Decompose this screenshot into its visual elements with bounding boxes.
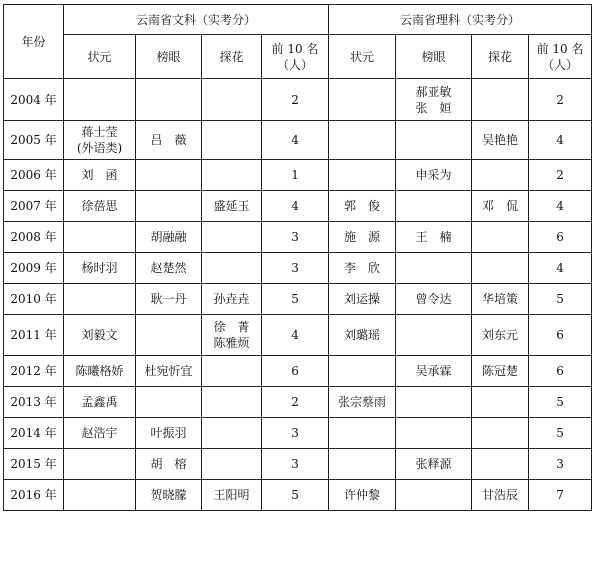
wen-zhuangyuan-header: 状元 (64, 35, 136, 79)
wen-zhuangyuan-cell (64, 356, 136, 387)
wen-bangyan-cell (136, 356, 202, 387)
li-top10-count-cell: 5 (529, 387, 592, 418)
wen-zhuangyuan-cell (64, 480, 136, 511)
header-row-columns (4, 35, 592, 79)
table-row (4, 418, 592, 449)
wen-top10-count-cell: 5 (262, 284, 329, 315)
li-tanhua-header: 探花 (472, 35, 529, 79)
li-tanhua-cell (472, 160, 529, 191)
li-bangyan-name: 张 姮 (415, 100, 452, 115)
wen-tanhua-name: 盛延玉 (213, 199, 250, 213)
li-zhuangyuan-name: 刘运操 (344, 292, 381, 306)
wen-bangyan-cell (136, 418, 202, 449)
li-top10-count-cell: 5 (529, 284, 592, 315)
wen-tanhua-cell (202, 356, 262, 387)
li-group-header: 云南省理科（实考分） (329, 5, 592, 35)
year-cell: 2014 年 (4, 418, 64, 449)
li-bangyan-name: 申采为 (415, 168, 452, 182)
li-tanhua-name: 刘东元 (482, 328, 519, 342)
li-top10-line1: 前 10 名 (536, 41, 584, 56)
li-zhuangyuan-name: 李 欣 (344, 261, 381, 275)
wen-top10-line1: 前 10 名 (271, 41, 319, 56)
wen-tanhua-cell (202, 121, 262, 160)
wen-zhuangyuan-name: 刘毅文 (81, 328, 118, 342)
li-bangyan-cell (396, 387, 472, 418)
li-tanhua-name: 吴艳艳 (482, 133, 519, 147)
year-cell: 2010 年 (4, 284, 64, 315)
wen-bangyan-cell (136, 79, 202, 121)
li-bangyan-cell (396, 315, 472, 356)
wen-zhuangyuan-name: 刘 函 (81, 168, 118, 182)
li-bangyan-cell (396, 222, 472, 253)
table-row (4, 480, 592, 511)
wen-zhuangyuan-cell (64, 418, 136, 449)
wen-zhuangyuan-name: 陈曦格娇 (75, 364, 124, 378)
wen-bangyan-cell (136, 222, 202, 253)
li-bangyan-name: 吴承霖 (415, 364, 452, 378)
wen-top10-count-cell: 3 (262, 449, 329, 480)
li-top10-count-cell: 2 (529, 79, 592, 121)
table-body (4, 5, 592, 511)
li-bangyan-cell (396, 480, 472, 511)
wen-bangyan-name: 贺晓朦 (150, 488, 187, 502)
wen-zhuangyuan-cell (64, 191, 136, 222)
wen-zhuangyuan-name: (外语类) (76, 141, 123, 155)
year-cell: 2006 年 (4, 160, 64, 191)
wen-bangyan-cell (136, 387, 202, 418)
wen-tanhua-name: 王阳明 (213, 488, 250, 502)
li-zhuangyuan-name: 郭 俊 (344, 199, 381, 213)
li-bangyan-cell (396, 253, 472, 284)
table-row (4, 121, 592, 160)
wen-zhuangyuan-cell (64, 449, 136, 480)
li-tanhua-cell (472, 121, 529, 160)
wen-zhuangyuan-cell (64, 387, 136, 418)
li-tanhua-cell (472, 222, 529, 253)
li-zhuangyuan-name: 张宗蔡雨 (338, 395, 387, 409)
li-top10-count-cell: 3 (529, 449, 592, 480)
wen-top10-count-cell: 1 (262, 160, 329, 191)
table-row (4, 449, 592, 480)
li-top10-count-cell: 4 (529, 121, 592, 160)
year-cell: 2008 年 (4, 222, 64, 253)
wen-bangyan-name: 吕 薇 (150, 133, 187, 147)
year-cell: 2016 年 (4, 480, 64, 511)
wen-bangyan-cell (136, 284, 202, 315)
wen-tanhua-name: 徐 菁 (213, 320, 250, 334)
li-tanhua-cell (472, 418, 529, 449)
wen-tanhua-cell (202, 160, 262, 191)
wen-bangyan-header: 榜眼 (136, 35, 202, 79)
li-bangyan-cell (396, 284, 472, 315)
li-zhuangyuan-cell (329, 253, 396, 284)
li-tanhua-cell (472, 191, 529, 222)
table-row (4, 253, 592, 284)
rankings-table (3, 4, 592, 511)
li-top10-count-cell: 5 (529, 418, 592, 449)
li-zhuangyuan-cell (329, 418, 396, 449)
li-top10-count-cell: 6 (529, 222, 592, 253)
wen-bangyan-name: 赵楚然 (150, 261, 187, 275)
year-cell: 2011 年 (4, 315, 64, 356)
wen-top10-line2: （人） (277, 57, 314, 72)
wen-zhuangyuan-name: 杨时羽 (81, 261, 118, 275)
li-bangyan-name: 郝亚敏 (415, 84, 452, 99)
wen-bangyan-name: 胡 榕 (150, 457, 187, 471)
wen-bangyan-cell (136, 315, 202, 356)
li-zhuangyuan-cell (329, 387, 396, 418)
table-row (4, 387, 592, 418)
wen-zhuangyuan-cell (64, 121, 136, 160)
wen-tanhua-cell (202, 284, 262, 315)
li-tanhua-cell (472, 480, 529, 511)
wen-zhuangyuan-name: 蒋士莹 (81, 125, 118, 139)
wen-bangyan-cell (136, 160, 202, 191)
li-bangyan-name: 曾令达 (415, 292, 452, 306)
wen-bangyan-cell (136, 449, 202, 480)
wen-top10-count-cell: 3 (262, 222, 329, 253)
li-bangyan-cell (396, 418, 472, 449)
li-bangyan-name: 张释源 (415, 457, 452, 471)
li-tanhua-name: 陈冠楚 (482, 364, 519, 378)
wen-top10-header (262, 35, 329, 79)
wen-tanhua-name: 孙垚垚 (213, 292, 250, 306)
li-top10-count-cell: 4 (529, 253, 592, 284)
li-tanhua-name: 华培策 (482, 292, 519, 306)
wen-top10-count-cell: 3 (262, 253, 329, 284)
li-bangyan-cell (396, 449, 472, 480)
year-cell: 2004 年 (4, 79, 64, 121)
wen-tanhua-cell (202, 480, 262, 511)
li-zhuangyuan-cell (329, 160, 396, 191)
wen-zhuangyuan-cell (64, 222, 136, 253)
wen-tanhua-cell (202, 222, 262, 253)
li-top10-count-cell: 6 (529, 315, 592, 356)
wen-top10-count-cell: 6 (262, 356, 329, 387)
li-top10-header (529, 35, 592, 79)
wen-zhuangyuan-cell (64, 160, 136, 191)
wen-tanhua-cell (202, 387, 262, 418)
year-header: 年份 (4, 5, 64, 79)
wen-top10-count-cell: 3 (262, 418, 329, 449)
li-bangyan-cell (396, 356, 472, 387)
wen-zhuangyuan-name: 孟鑫禹 (81, 395, 118, 409)
table-row (4, 315, 592, 356)
li-bangyan-cell (396, 79, 472, 121)
li-tanhua-cell (472, 315, 529, 356)
wen-top10-count-cell: 2 (262, 387, 329, 418)
wen-top10-count-cell: 2 (262, 79, 329, 121)
wen-tanhua-header: 探花 (202, 35, 262, 79)
li-tanhua-name: 甘浩辰 (482, 488, 519, 502)
header-row-groups (4, 5, 592, 35)
li-bangyan-name: 王 楠 (415, 230, 452, 244)
wen-bangyan-name: 杜宛忻宜 (144, 364, 193, 378)
li-zhuangyuan-cell (329, 315, 396, 356)
wen-tanhua-cell (202, 449, 262, 480)
table-row (4, 160, 592, 191)
li-tanhua-name: 邓 侃 (482, 199, 519, 213)
li-top10-count-cell: 7 (529, 480, 592, 511)
wen-tanhua-cell (202, 253, 262, 284)
wen-tanhua-cell (202, 191, 262, 222)
wen-tanhua-cell (202, 79, 262, 121)
table-row (4, 284, 592, 315)
wen-top10-count-cell: 4 (262, 315, 329, 356)
li-zhuangyuan-cell (329, 284, 396, 315)
li-bangyan-cell (396, 160, 472, 191)
li-zhuangyuan-cell (329, 79, 396, 121)
year-cell: 2013 年 (4, 387, 64, 418)
wen-zhuangyuan-name: 赵浩宇 (81, 426, 118, 440)
li-top10-count-cell: 6 (529, 356, 592, 387)
year-cell: 2012 年 (4, 356, 64, 387)
li-tanhua-cell (472, 79, 529, 121)
li-tanhua-cell (472, 387, 529, 418)
table-row (4, 79, 592, 121)
table-row (4, 222, 592, 253)
wen-zhuangyuan-cell (64, 315, 136, 356)
wen-bangyan-cell (136, 121, 202, 160)
li-bangyan-header: 榜眼 (396, 35, 472, 79)
wen-group-header: 云南省文科（实考分） (64, 5, 329, 35)
li-top10-count-cell: 2 (529, 160, 592, 191)
wen-bangyan-name: 耿一丹 (150, 292, 187, 306)
wen-tanhua-cell (202, 418, 262, 449)
li-tanhua-cell (472, 253, 529, 284)
wen-bangyan-cell (136, 480, 202, 511)
wen-top10-count-cell: 4 (262, 121, 329, 160)
li-top10-count-cell: 4 (529, 191, 592, 222)
wen-bangyan-cell (136, 253, 202, 284)
li-zhuangyuan-header: 状元 (329, 35, 396, 79)
li-zhuangyuan-cell (329, 222, 396, 253)
table-row (4, 356, 592, 387)
wen-top10-count-cell: 4 (262, 191, 329, 222)
wen-zhuangyuan-cell (64, 253, 136, 284)
li-top10-line2: （人） (542, 57, 579, 72)
wen-tanhua-cell (202, 315, 262, 356)
table-row (4, 191, 592, 222)
wen-tanhua-name: 陈雅烦 (213, 336, 250, 350)
wen-zhuangyuan-name: 徐蓓思 (81, 199, 118, 213)
li-zhuangyuan-cell (329, 121, 396, 160)
li-zhuangyuan-cell (329, 480, 396, 511)
li-zhuangyuan-name: 许仲黎 (344, 488, 381, 502)
li-tanhua-cell (472, 356, 529, 387)
wen-zhuangyuan-cell (64, 284, 136, 315)
li-zhuangyuan-name: 刘璐瑶 (344, 328, 381, 342)
li-zhuangyuan-cell (329, 191, 396, 222)
li-tanhua-cell (472, 449, 529, 480)
li-zhuangyuan-cell (329, 356, 396, 387)
year-cell: 2009 年 (4, 253, 64, 284)
li-bangyan-cell (396, 121, 472, 160)
year-cell: 2007 年 (4, 191, 64, 222)
wen-top10-count-cell: 5 (262, 480, 329, 511)
wen-bangyan-cell (136, 191, 202, 222)
li-bangyan-cell (396, 191, 472, 222)
wen-bangyan-name: 叶振羽 (150, 426, 187, 440)
wen-zhuangyuan-cell (64, 79, 136, 121)
year-cell: 2015 年 (4, 449, 64, 480)
li-tanhua-cell (472, 284, 529, 315)
year-cell: 2005 年 (4, 121, 64, 160)
wen-bangyan-name: 胡融融 (150, 230, 187, 244)
li-zhuangyuan-name: 施 源 (344, 230, 381, 244)
li-zhuangyuan-cell (329, 449, 396, 480)
